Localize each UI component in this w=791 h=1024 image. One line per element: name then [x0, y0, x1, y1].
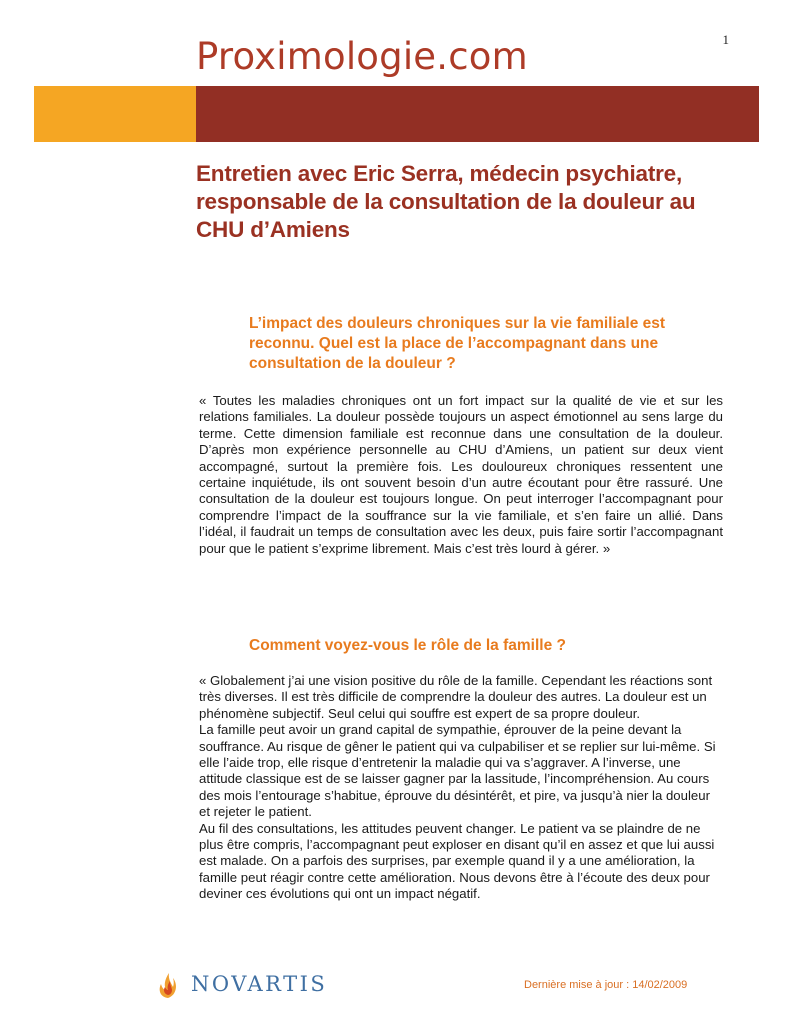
answer-paragraph: « Toutes les maladies chroniques ont un fort impact sur la qualité de vie et sur les relations familiales. La douleur possède toujours un aspect émotionnel au sens large du terme. Cette dimension familiale est reconnue dans une consultation de la douleur. D’après mon expérience personnelle au CHU d’Amiens, un patient sur deux vient accompagné, surtout la première fois. Les douloureux chroniques ressentent une certaine inquiétude, ils ont souvent besoin d’un autre écoutant pour être rassuré. Une consultation de la douleur est toujours longue. On peut interroger l’accompagnant pour comprendre l’impact de la souffrance sur la vie familiale, et s’en faire un allié. Dans l’idéal, il faudrait un temps de consultation avec les deux, puis faire sortir l’accompagnant pour que le patient s’exprime librement. Mais c’est très lourd à gérer. » [199, 393, 723, 556]
question-heading: Comment voyez-vous le rôle de la famille ? [249, 637, 566, 654]
answer-paragraph: La famille peut avoir un grand capital de sympathie, éprouver de la peine devant la souffrance. Au risque de gêner le patient qui va culpabiliser et se replier sur lui-même. Si elle l’aide trop, elle risque d’entretenir la maladie qui va s’aggraver. A l’inverse, une attitude classique est de se laisser gagner par la lassitude, l’incompréhension. Au cours des mois l’entourage s’habitue, éprouve du désintérêt, et pire, va jusqu’à nier la douleur et rejeter le patient. [199, 722, 716, 820]
page-number: 1 [722, 32, 729, 47]
answer-paragraph: « Globalement j’ai une vision positive du rôle de la famille. Cependant les réactions sont très diverses. Il est très difficile de comprendre la douleur des autres. La douleur est un phénomène subjectif. Seul celui qui souffre est expert de sa propre douleur. [199, 673, 713, 721]
last-update: Dernière mise à jour : 14/02/2009 [524, 979, 688, 991]
novartis-flame-icon [155, 968, 181, 1000]
logo-text: NOVARTIS [191, 972, 328, 996]
header-band-red [196, 86, 759, 142]
page-title: Entretien avec Eric Serra, médecin psychiatre, responsable de la consultation de la douleur au CHU d’Amiens [196, 161, 696, 242]
answer-block [199, 393, 723, 557]
header-band-orange [34, 86, 196, 142]
novartis-logo [155, 968, 327, 1000]
site-title: Proximologie.com [196, 35, 528, 78]
answer-block [199, 673, 723, 903]
question-heading: L’impact des douleurs chroniques sur la vie familiale est reconnu. Quel est la place de l’accompagnant dans une consultation de la douleur ? [249, 315, 666, 372]
answer-paragraph: Au fil des consultations, les attitudes peuvent changer. Le patient va se plaindre de ne plus être compris, l’accompagnant peut exploser en disant qu’il en assez et que lui aussi est malade. On a parfois des surprises, par exemple quand il y a une amélioration, la famille peut réagir contre cette amélioration. Nous devons être à l’écoute des deux pour deviner ces évolutions qui ont un impact négatif. [199, 820, 715, 902]
